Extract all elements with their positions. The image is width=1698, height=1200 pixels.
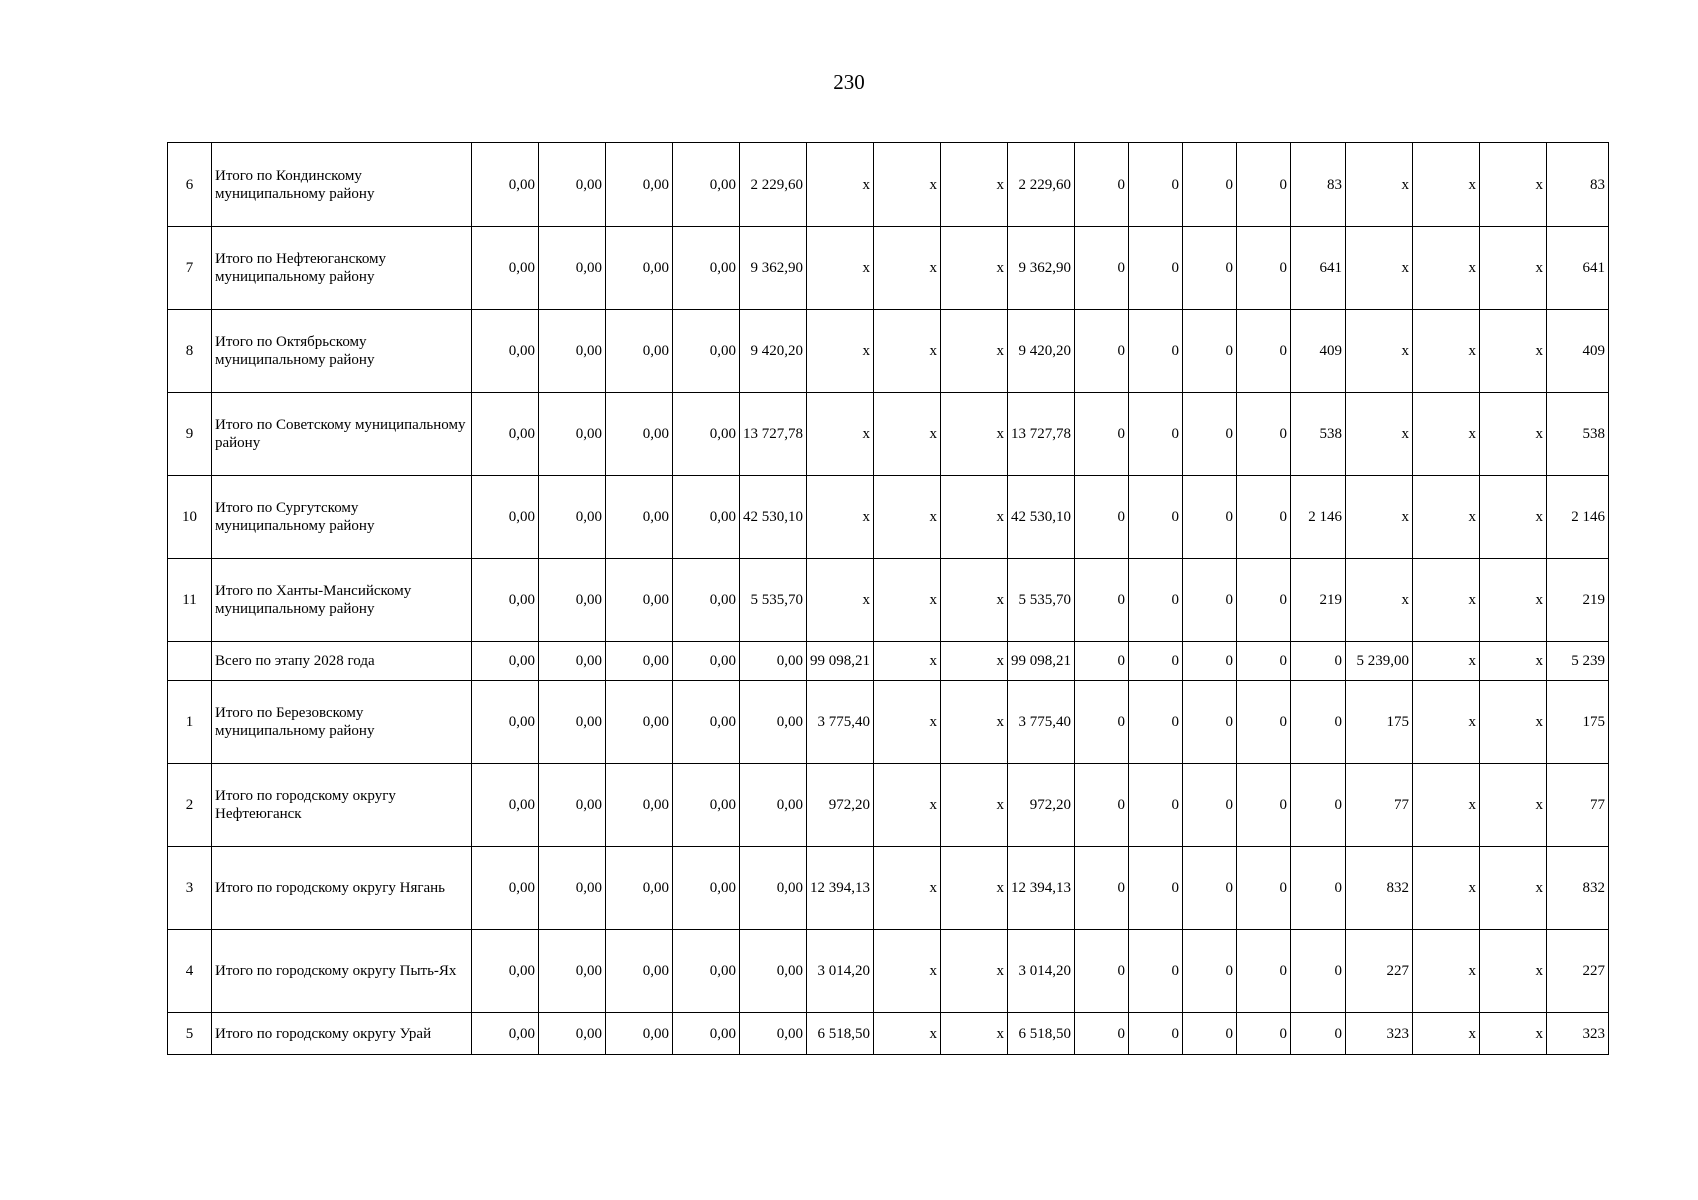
row-index: 1 (168, 681, 212, 764)
row-value-cell: х (1346, 393, 1413, 476)
row-value-cell: 0 (1129, 310, 1183, 393)
row-value-cell: х (941, 393, 1008, 476)
row-index: 7 (168, 227, 212, 310)
row-value-cell: 0,00 (472, 143, 539, 227)
row-value-cell: 0,00 (606, 1013, 673, 1055)
row-value-cell: 0 (1183, 143, 1237, 227)
row-value-cell: 0,00 (606, 143, 673, 227)
row-value-cell: 0,00 (740, 847, 807, 930)
row-value-cell: х (941, 642, 1008, 681)
row-value-cell: 0 (1237, 1013, 1291, 1055)
row-value-cell: 83 (1291, 143, 1346, 227)
row-value-cell: х (1413, 764, 1480, 847)
row-value-cell: 0 (1183, 847, 1237, 930)
row-value-cell: 219 (1291, 559, 1346, 642)
row-value-cell: 0,00 (673, 143, 740, 227)
row-value-cell: х (1480, 227, 1547, 310)
row-value-cell: 0,00 (673, 227, 740, 310)
row-value-cell: 0,00 (740, 930, 807, 1013)
row-index: 2 (168, 764, 212, 847)
row-value-cell: 0,00 (472, 642, 539, 681)
row-name: Итого по Кондинскому муниципальному району (212, 143, 472, 227)
row-value-cell: 0,00 (472, 847, 539, 930)
row-value-cell: х (807, 310, 874, 393)
row-value-cell: 0,00 (673, 681, 740, 764)
row-name: Итого по Нефтеюганскому муниципальному району (212, 227, 472, 310)
row-value-cell: 0 (1075, 393, 1129, 476)
row-value-cell: 0 (1075, 1013, 1129, 1055)
row-value-cell: 0,00 (539, 681, 606, 764)
row-value-cell: 0,00 (539, 764, 606, 847)
row-value-cell: х (1413, 476, 1480, 559)
row-value-cell: 0,00 (673, 642, 740, 681)
row-value-cell: х (1480, 642, 1547, 681)
row-value-cell: 2 229,60 (1008, 143, 1075, 227)
row-value-cell: 13 727,78 (1008, 393, 1075, 476)
row-value-cell: х (874, 930, 941, 1013)
row-value-cell: х (1413, 559, 1480, 642)
row-value-cell: 0,00 (673, 847, 740, 930)
row-value-cell: 99 098,21 (807, 642, 874, 681)
row-value-cell: 77 (1346, 764, 1413, 847)
row-value-cell: х (874, 642, 941, 681)
row-value-cell: 0,00 (606, 764, 673, 847)
row-name: Итого по Сургутскому муниципальному району (212, 476, 472, 559)
row-value-cell: х (1480, 476, 1547, 559)
row-value-cell: 0,00 (472, 681, 539, 764)
row-value-cell: 0,00 (740, 681, 807, 764)
table-row (168, 393, 1609, 476)
row-name: Итого по Октябрьскому муниципальному району (212, 310, 472, 393)
table-row (168, 681, 1609, 764)
row-value-cell: 972,20 (807, 764, 874, 847)
row-name: Всего по этапу 2028 года (212, 642, 472, 681)
row-value-cell: 641 (1547, 227, 1609, 310)
row-name: Итого по городскому округу Нягань (212, 847, 472, 930)
row-value-cell: х (941, 227, 1008, 310)
row-value-cell: 12 394,13 (807, 847, 874, 930)
row-name: Итого по городскому округу Нефтеюганск (212, 764, 472, 847)
row-value-cell: 0,00 (472, 476, 539, 559)
row-value-cell: х (1413, 143, 1480, 227)
row-value-cell: 83 (1547, 143, 1609, 227)
row-value-cell: х (1413, 681, 1480, 764)
row-value-cell: 2 146 (1547, 476, 1609, 559)
row-value-cell: х (807, 476, 874, 559)
row-value-cell: 538 (1291, 393, 1346, 476)
row-value-cell: х (874, 847, 941, 930)
row-value-cell: 175 (1346, 681, 1413, 764)
row-index: 8 (168, 310, 212, 393)
row-value-cell: 0 (1237, 764, 1291, 847)
row-value-cell: 9 362,90 (740, 227, 807, 310)
row-value-cell: 323 (1547, 1013, 1609, 1055)
row-value-cell: х (941, 681, 1008, 764)
row-value-cell: 0,00 (606, 310, 673, 393)
row-value-cell: 5 239,00 (1346, 642, 1413, 681)
table-row (168, 310, 1609, 393)
row-index: 9 (168, 393, 212, 476)
row-value-cell: 0 (1237, 642, 1291, 681)
row-value-cell: х (874, 143, 941, 227)
row-value-cell: 0 (1237, 393, 1291, 476)
row-value-cell: 0,00 (472, 930, 539, 1013)
row-value-cell: х (941, 143, 1008, 227)
row-value-cell: 0 (1129, 681, 1183, 764)
row-value-cell: 0 (1237, 310, 1291, 393)
table-row (168, 930, 1609, 1013)
row-value-cell: х (807, 227, 874, 310)
row-name: Итого по Березовскому муниципальному району (212, 681, 472, 764)
row-value-cell: 641 (1291, 227, 1346, 310)
table-row (168, 847, 1609, 930)
row-value-cell: 0,00 (539, 393, 606, 476)
row-value-cell: 175 (1547, 681, 1609, 764)
row-value-cell: 0 (1129, 476, 1183, 559)
row-value-cell: х (874, 393, 941, 476)
table-row (168, 143, 1609, 227)
row-value-cell: х (874, 1013, 941, 1055)
row-value-cell: 0 (1129, 1013, 1183, 1055)
row-value-cell: х (807, 559, 874, 642)
row-value-cell: х (1346, 559, 1413, 642)
row-value-cell: 0 (1183, 764, 1237, 847)
row-value-cell: 0,00 (472, 1013, 539, 1055)
row-value-cell: 0 (1291, 847, 1346, 930)
row-value-cell: 9 420,20 (1008, 310, 1075, 393)
row-value-cell: 0 (1129, 847, 1183, 930)
row-value-cell: 0 (1183, 310, 1237, 393)
row-index: 4 (168, 930, 212, 1013)
row-value-cell: 99 098,21 (1008, 642, 1075, 681)
row-value-cell: х (1413, 227, 1480, 310)
row-value-cell: 2 146 (1291, 476, 1346, 559)
row-value-cell: х (1480, 930, 1547, 1013)
row-value-cell: 0,00 (539, 930, 606, 1013)
row-value-cell: х (874, 559, 941, 642)
row-value-cell: 0,00 (673, 310, 740, 393)
row-value-cell: 0 (1291, 930, 1346, 1013)
row-value-cell: 0 (1183, 227, 1237, 310)
row-value-cell: х (941, 847, 1008, 930)
table-row (168, 1013, 1609, 1055)
row-value-cell: 0 (1129, 227, 1183, 310)
row-value-cell: 0,00 (606, 642, 673, 681)
row-value-cell: 0,00 (539, 310, 606, 393)
row-index: 5 (168, 1013, 212, 1055)
row-value-cell: 0 (1183, 476, 1237, 559)
row-value-cell: х (1413, 310, 1480, 393)
row-value-cell: 219 (1547, 559, 1609, 642)
row-value-cell: 6 518,50 (1008, 1013, 1075, 1055)
row-value-cell: 0 (1075, 559, 1129, 642)
row-value-cell: 0,00 (673, 476, 740, 559)
row-value-cell: х (1413, 393, 1480, 476)
row-value-cell: х (874, 681, 941, 764)
row-value-cell: 0 (1129, 642, 1183, 681)
row-value-cell: 0,00 (539, 143, 606, 227)
row-name: Итого по Ханты-Мансийскому муниципальному району (212, 559, 472, 642)
row-name: Итого по городскому округу Пыть-Ях (212, 930, 472, 1013)
row-value-cell: 3 775,40 (1008, 681, 1075, 764)
row-value-cell: 0,00 (539, 559, 606, 642)
table-row (168, 227, 1609, 310)
row-value-cell: 0 (1183, 559, 1237, 642)
row-value-cell: 13 727,78 (740, 393, 807, 476)
row-value-cell: х (1413, 847, 1480, 930)
row-value-cell: 0 (1183, 681, 1237, 764)
row-value-cell: 0,00 (472, 559, 539, 642)
row-value-cell: 0,00 (539, 642, 606, 681)
table-row (168, 559, 1609, 642)
row-value-cell: 0 (1075, 642, 1129, 681)
row-value-cell: 0 (1183, 1013, 1237, 1055)
row-index: 10 (168, 476, 212, 559)
table-row (168, 642, 1609, 681)
row-value-cell: 0 (1291, 1013, 1346, 1055)
row-value-cell: 3 775,40 (807, 681, 874, 764)
row-value-cell: х (1480, 310, 1547, 393)
row-value-cell: х (941, 476, 1008, 559)
row-value-cell: х (1480, 681, 1547, 764)
row-value-cell: 0 (1237, 143, 1291, 227)
row-value-cell: х (1480, 143, 1547, 227)
row-value-cell: 0 (1237, 227, 1291, 310)
row-value-cell: х (1346, 476, 1413, 559)
row-value-cell: 0 (1075, 930, 1129, 1013)
row-value-cell: 0,00 (472, 310, 539, 393)
row-value-cell: 409 (1547, 310, 1609, 393)
row-value-cell: 972,20 (1008, 764, 1075, 847)
row-value-cell: 227 (1547, 930, 1609, 1013)
row-index: 6 (168, 143, 212, 227)
row-value-cell: х (941, 764, 1008, 847)
row-index (168, 642, 212, 681)
row-value-cell: 0 (1183, 642, 1237, 681)
row-value-cell: 0,00 (606, 559, 673, 642)
row-value-cell: 832 (1346, 847, 1413, 930)
table-row (168, 476, 1609, 559)
row-value-cell: 0 (1237, 847, 1291, 930)
row-value-cell: 0,00 (472, 393, 539, 476)
row-value-cell: х (874, 227, 941, 310)
row-value-cell: 538 (1547, 393, 1609, 476)
row-value-cell: 0,00 (606, 227, 673, 310)
row-value-cell: 0 (1075, 310, 1129, 393)
row-value-cell: 3 014,20 (1008, 930, 1075, 1013)
row-value-cell: 0,00 (740, 642, 807, 681)
row-value-cell: 0 (1237, 559, 1291, 642)
table-row (168, 764, 1609, 847)
row-value-cell: 0 (1075, 143, 1129, 227)
row-value-cell: 0,00 (606, 847, 673, 930)
row-name: Итого по Советскому муниципальному району (212, 393, 472, 476)
row-value-cell: х (874, 476, 941, 559)
row-value-cell: 0,00 (673, 393, 740, 476)
row-value-cell: 0 (1075, 847, 1129, 930)
row-value-cell: 5 535,70 (740, 559, 807, 642)
row-value-cell: 0 (1291, 642, 1346, 681)
row-value-cell: х (1480, 764, 1547, 847)
table-body (168, 143, 1609, 1055)
row-value-cell: 0 (1075, 764, 1129, 847)
row-value-cell: 0,00 (539, 847, 606, 930)
row-value-cell: 832 (1547, 847, 1609, 930)
row-value-cell: 0,00 (539, 476, 606, 559)
row-value-cell: х (1346, 227, 1413, 310)
row-value-cell: х (941, 559, 1008, 642)
row-value-cell: 0,00 (606, 681, 673, 764)
row-value-cell: 0 (1075, 681, 1129, 764)
row-value-cell: х (1480, 393, 1547, 476)
row-value-cell: 0,00 (539, 227, 606, 310)
row-index: 11 (168, 559, 212, 642)
row-value-cell: 0,00 (740, 1013, 807, 1055)
row-value-cell: 0,00 (673, 930, 740, 1013)
page-number: 230 (833, 70, 865, 94)
row-value-cell: 0 (1291, 681, 1346, 764)
row-value-cell: х (941, 1013, 1008, 1055)
row-value-cell: 0,00 (539, 1013, 606, 1055)
row-value-cell: 0 (1129, 559, 1183, 642)
row-value-cell: 0,00 (673, 1013, 740, 1055)
row-value-cell: х (874, 764, 941, 847)
row-value-cell: 0,00 (740, 764, 807, 847)
row-value-cell: 0 (1237, 681, 1291, 764)
row-value-cell: 0,00 (673, 559, 740, 642)
row-value-cell: 0,00 (606, 393, 673, 476)
row-value-cell: х (874, 310, 941, 393)
row-value-cell: 6 518,50 (807, 1013, 874, 1055)
row-value-cell: 0,00 (606, 476, 673, 559)
row-value-cell: 0 (1183, 930, 1237, 1013)
row-value-cell: х (807, 393, 874, 476)
row-value-cell: 0,00 (606, 930, 673, 1013)
row-value-cell: 0 (1237, 476, 1291, 559)
row-value-cell: 0 (1075, 476, 1129, 559)
row-value-cell: 5 239 (1547, 642, 1609, 681)
row-value-cell: 0 (1129, 930, 1183, 1013)
row-name: Итого по городскому округу Урай (212, 1013, 472, 1055)
row-value-cell: 409 (1291, 310, 1346, 393)
row-value-cell: х (1413, 930, 1480, 1013)
row-value-cell: х (941, 930, 1008, 1013)
row-index: 3 (168, 847, 212, 930)
row-value-cell: 0,00 (472, 227, 539, 310)
row-value-cell: х (941, 310, 1008, 393)
data-table (167, 142, 1609, 1055)
row-value-cell: 12 394,13 (1008, 847, 1075, 930)
row-value-cell: х (1480, 847, 1547, 930)
row-value-cell: 0 (1237, 930, 1291, 1013)
row-value-cell: 0,00 (673, 764, 740, 847)
row-value-cell: х (1480, 559, 1547, 642)
row-value-cell: 9 362,90 (1008, 227, 1075, 310)
row-value-cell: 9 420,20 (740, 310, 807, 393)
row-value-cell: х (1346, 310, 1413, 393)
row-value-cell: 227 (1346, 930, 1413, 1013)
row-value-cell: х (1413, 642, 1480, 681)
row-value-cell: 323 (1346, 1013, 1413, 1055)
row-value-cell: 0 (1129, 764, 1183, 847)
row-value-cell: 0 (1129, 393, 1183, 476)
row-value-cell: 42 530,10 (1008, 476, 1075, 559)
row-value-cell: х (807, 143, 874, 227)
row-value-cell: 0 (1075, 227, 1129, 310)
row-value-cell: 0 (1183, 393, 1237, 476)
row-value-cell: х (1413, 1013, 1480, 1055)
row-value-cell: 42 530,10 (740, 476, 807, 559)
row-value-cell: 0,00 (472, 764, 539, 847)
row-value-cell: 77 (1547, 764, 1609, 847)
row-value-cell: х (1346, 143, 1413, 227)
row-value-cell: х (1480, 1013, 1547, 1055)
row-value-cell: 5 535,70 (1008, 559, 1075, 642)
row-value-cell: 2 229,60 (740, 143, 807, 227)
row-value-cell: 3 014,20 (807, 930, 874, 1013)
row-value-cell: 0 (1291, 764, 1346, 847)
row-value-cell: 0 (1129, 143, 1183, 227)
